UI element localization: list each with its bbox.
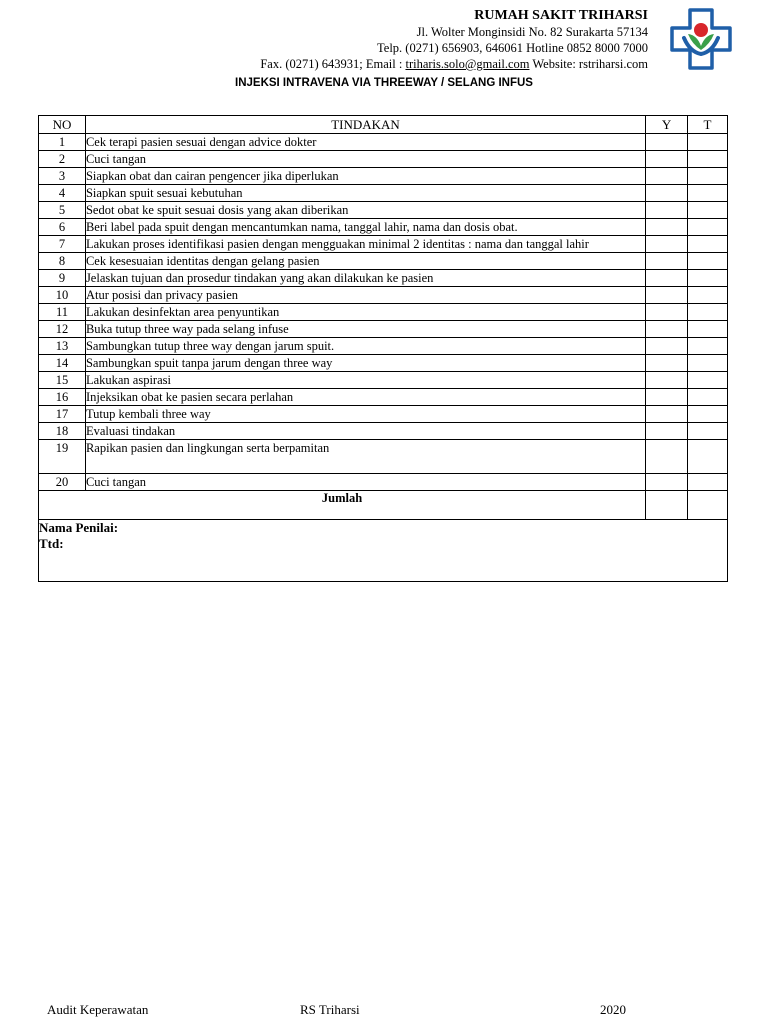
row-number: 18 (39, 423, 86, 440)
yes-cell[interactable] (646, 219, 688, 236)
table-row (39, 372, 728, 389)
table-row (39, 440, 728, 474)
table-row (39, 338, 728, 355)
no-cell[interactable] (688, 134, 728, 151)
yes-cell[interactable] (646, 168, 688, 185)
row-action: Evaluasi tindakan (85, 423, 645, 440)
no-cell[interactable] (688, 440, 728, 474)
no-cell[interactable] (688, 270, 728, 287)
row-number: 17 (39, 406, 86, 423)
yes-cell[interactable] (646, 236, 688, 253)
row-number: 4 (39, 185, 86, 202)
row-number: 8 (39, 253, 86, 270)
row-number: 9 (39, 270, 86, 287)
assessor-name-label: Nama Penilai: (39, 520, 119, 535)
no-cell[interactable] (688, 338, 728, 355)
yes-cell[interactable] (646, 151, 688, 168)
row-action: Beri label pada spuit dengan mencantumkan nama, tanggal lahir, nama dan dosis obat. (85, 219, 645, 236)
row-action: Cuci tangan (85, 151, 645, 168)
yes-cell[interactable] (646, 134, 688, 151)
yes-cell[interactable] (646, 355, 688, 372)
row-number: 19 (39, 440, 86, 474)
no-cell[interactable] (688, 389, 728, 406)
no-cell[interactable] (688, 219, 728, 236)
row-number: 10 (39, 287, 86, 304)
yes-cell[interactable] (646, 202, 688, 219)
table-row (39, 321, 728, 338)
table-row (39, 423, 728, 440)
no-cell[interactable] (688, 202, 728, 219)
total-row (39, 491, 728, 520)
row-action: Jelaskan tujuan dan prosedur tindakan yang akan dilakukan ke pasien (85, 270, 645, 287)
checklist-table (38, 115, 728, 582)
email-link[interactable]: triharis.solo@gmail.com (405, 57, 530, 71)
row-action: Atur posisi dan privacy pasien (85, 287, 645, 304)
table-row (39, 185, 728, 202)
row-number: 13 (39, 338, 86, 355)
fax-label: Fax. (0271) 643931; Email : (260, 57, 406, 71)
table-row (39, 236, 728, 253)
signature-row (39, 520, 728, 582)
table-row (39, 253, 728, 270)
row-number: 1 (39, 134, 86, 151)
no-cell[interactable] (688, 168, 728, 185)
row-action: Sedot obat ke spuit sesuai dosis yang akan diberikan (85, 202, 645, 219)
signature-cell[interactable] (39, 520, 728, 582)
table-row (39, 202, 728, 219)
row-number: 7 (39, 236, 86, 253)
no-cell[interactable] (688, 287, 728, 304)
header-yes: Y (646, 116, 688, 134)
no-cell[interactable] (688, 151, 728, 168)
table-row (39, 219, 728, 236)
row-number: 3 (39, 168, 86, 185)
no-cell[interactable] (688, 253, 728, 270)
footer-center: RS Triharsi (300, 1002, 360, 1017)
total-label: Jumlah (39, 491, 646, 520)
hospital-address: Jl. Wolter Monginsidi No. 82 Surakarta 57134 (416, 25, 648, 39)
signature-label: Ttd: (39, 536, 64, 551)
yes-cell[interactable] (646, 474, 688, 491)
row-action: Lakukan proses identifikasi pasien dengan mengguakan minimal 2 identitas : nama dan tanggal lahir (85, 236, 645, 253)
row-action: Buka tutup three way pada selang infuse (85, 321, 645, 338)
table-header-row (39, 116, 728, 134)
row-number: 14 (39, 355, 86, 372)
table-row (39, 355, 728, 372)
hospital-cross-logo (670, 8, 732, 70)
row-number: 20 (39, 474, 86, 491)
no-cell[interactable] (688, 321, 728, 338)
row-action: Injeksikan obat ke pasien secara perlahan (85, 389, 645, 406)
total-yes-cell[interactable] (646, 491, 688, 520)
row-action: Cek terapi pasien sesuai dengan advice dokter (85, 134, 645, 151)
yes-cell[interactable] (646, 423, 688, 440)
yes-cell[interactable] (646, 270, 688, 287)
row-number: 16 (39, 389, 86, 406)
row-action: Rapikan pasien dan lingkungan serta berpamitan (85, 440, 645, 474)
footer-right: 2020 (600, 1002, 626, 1017)
hospital-phone: Telp. (0271) 656903, 646061 Hotline 0852 8000 7000 (377, 41, 648, 55)
row-action: Siapkan obat dan cairan pengencer jika diperlukan (85, 168, 645, 185)
row-action: Sambungkan tutup three way dengan jarum spuit. (85, 338, 645, 355)
yes-cell[interactable] (646, 440, 688, 474)
yes-cell[interactable] (646, 406, 688, 423)
table-row (39, 474, 728, 491)
total-no-cell[interactable] (688, 491, 728, 520)
header-no: NO (39, 116, 86, 134)
header-no-mark: T (688, 116, 728, 134)
row-number: 11 (39, 304, 86, 321)
document-title: INJEKSI INTRAVENA VIA THREEWAY / SELANG INFUS (235, 77, 533, 89)
row-action: Siapkan spuit sesuai kebutuhan (85, 185, 645, 202)
letterhead (260, 8, 648, 72)
row-action: Cuci tangan (85, 474, 645, 491)
yes-cell[interactable] (646, 321, 688, 338)
no-cell[interactable] (688, 236, 728, 253)
row-number: 12 (39, 321, 86, 338)
yes-cell[interactable] (646, 287, 688, 304)
website-text: Website: rstriharsi.com (529, 57, 648, 71)
table-row (39, 168, 728, 185)
no-cell[interactable] (688, 355, 728, 372)
table-row (39, 389, 728, 406)
row-action: Tutup kembali three way (85, 406, 645, 423)
yes-cell[interactable] (646, 304, 688, 321)
row-number: 5 (39, 202, 86, 219)
row-action: Cek kesesuaian identitas dengan gelang pasien (85, 253, 645, 270)
hospital-fax-email (260, 56, 648, 72)
no-cell[interactable] (688, 474, 728, 491)
yes-cell[interactable] (646, 253, 688, 270)
row-number: 6 (39, 219, 86, 236)
header-action: TINDAKAN (85, 116, 645, 134)
row-action: Sambungkan spuit tanpa jarum dengan three way (85, 355, 645, 372)
table-row (39, 151, 728, 168)
hospital-name: RUMAH SAKIT TRIHARSI (474, 8, 648, 23)
yes-cell[interactable] (646, 372, 688, 389)
table-row (39, 287, 728, 304)
no-cell[interactable] (688, 406, 728, 423)
table-row (39, 304, 728, 321)
table-row (39, 406, 728, 423)
row-action: Lakukan desinfektan area penyuntikan (85, 304, 645, 321)
no-cell[interactable] (688, 185, 728, 202)
yes-cell[interactable] (646, 389, 688, 406)
yes-cell[interactable] (646, 338, 688, 355)
no-cell[interactable] (688, 372, 728, 389)
row-action: Lakukan aspirasi (85, 372, 645, 389)
yes-cell[interactable] (646, 185, 688, 202)
no-cell[interactable] (688, 423, 728, 440)
footer-left: Audit Keperawatan (47, 1002, 149, 1017)
table-row (39, 270, 728, 287)
no-cell[interactable] (688, 304, 728, 321)
row-number: 15 (39, 372, 86, 389)
row-number: 2 (39, 151, 86, 168)
table-row (39, 134, 728, 151)
